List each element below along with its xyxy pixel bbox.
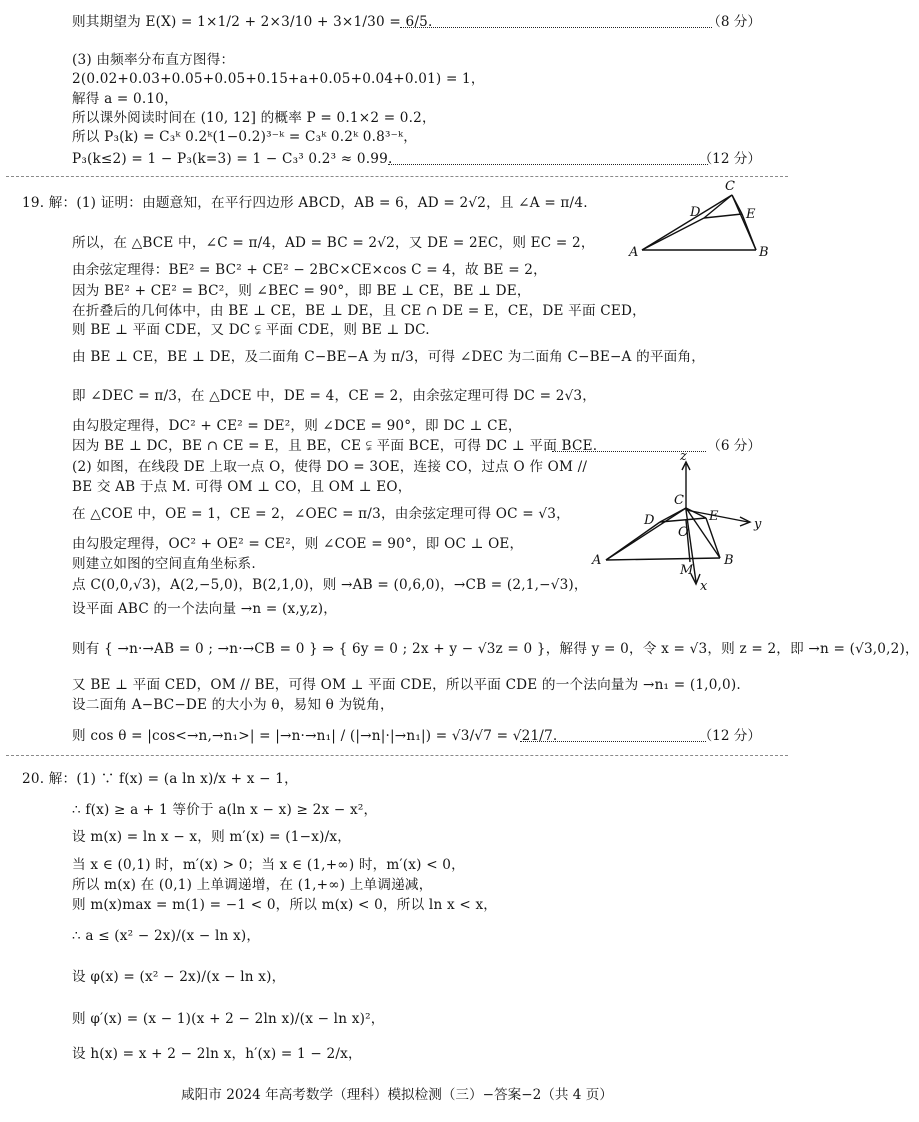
label-B: B — [724, 553, 734, 568]
leader-dots — [388, 164, 708, 165]
q19-line-5: 在折叠后的几何体中，由 BE ⊥ CE，BE ⊥ DE，且 CE ∩ DE = E，CE，DE 平面 CED， — [72, 303, 646, 319]
score-6: （6 分） — [707, 438, 761, 454]
label-A: A — [592, 553, 602, 568]
q20-line-6: 则 m(x)max = m(1) = −1 < 0，所以 m(x) < 0，所以 ln x < x， — [72, 897, 498, 913]
q19-line-2: 所以，在 △BCE 中，∠C = π/4，AD = BC = 2√2，又 DE = 2EC，则 EC = 2， — [72, 235, 595, 251]
edge-DC — [704, 195, 732, 218]
q18-part3-title: (3) 由频率分布直方图得： — [72, 52, 235, 68]
q19-system: 则有 { →n·→AB = 0 ; →n·→CB = 0 } ⇒ { 6y = 0 ; 2x + y − √3z = 0 }，解得 y = 0，令 x = √3，则 z = 2，即 →n = (√3,0,2)， — [72, 641, 919, 657]
label-M: M — [680, 563, 694, 578]
q20-line-3: 设 m(x) = ln x − x，则 m′(x) = (1−x)/x， — [72, 829, 352, 845]
score-12: （12 分） — [698, 728, 761, 744]
figure-coordinate-system — [588, 449, 778, 594]
score-12: （12 分） — [698, 151, 761, 167]
q19-plane-normal: 又 BE ⊥ 平面 CED，OM // BE，可得 OM ⊥ 平面 CDE，所以平面 CDE 的一个法向量为 →n₁ = (1,0,0). — [72, 677, 741, 693]
section-divider — [6, 755, 788, 756]
label-x: x — [700, 579, 708, 594]
label-D: D — [690, 205, 701, 220]
label-y: y — [754, 517, 762, 532]
q18-final: P₃(k≤2) = 1 − P₃(k=3) = 1 − C₃³ 0.2³ ≈ 0.99. — [72, 151, 393, 167]
label-z: z — [680, 449, 687, 464]
q19-part2-line-3: 在 △COE 中，OE = 1，CE = 2，∠OEC = π/3，由余弦定理可得 OC = √3， — [72, 506, 570, 522]
edge-CE — [732, 195, 742, 214]
label-C: C — [725, 179, 735, 194]
q19-part2-line-5: 则建立如图的空间直角坐标系. — [72, 556, 256, 572]
edge-EB — [706, 518, 720, 558]
q19-line-7: 由 BE ⊥ CE，BE ⊥ DE，及二面角 C−BE−A 为 π/3，可得 ∠DEC 为二面角 C−BE−A 的平面角， — [72, 349, 706, 365]
q20-line-7: ∴ a ≤ (x² − 2x)/(x − ln x)， — [72, 928, 261, 944]
q19-line-6: 则 BE ⊥ 平面 CDE，又 DC ⫋ 平面 CDE，则 BE ⊥ DC. — [72, 322, 430, 338]
q20-line-2: ∴ f(x) ≥ a + 1 等价于 a(ln x − x) ≥ 2x − x²， — [72, 802, 378, 818]
leader-dots — [520, 741, 706, 742]
edge-AD — [642, 218, 704, 250]
edge-AC — [642, 195, 732, 250]
q20-line-10: 设 h(x) = x + 2 − 2ln x，h′(x) = 1 − 2/x， — [72, 1046, 362, 1062]
q20-line-5: 所以 m(x) 在 (0,1) 上单调递增，在 (1,+∞) 上单调递减， — [72, 877, 433, 893]
q19-line-3: 由余弦定理得：BE² = BC² + CE² − 2BC×CE×cos C = 4，故 BE = 2， — [72, 262, 547, 278]
leader-dots — [400, 27, 712, 28]
q19-coordinates: 点 C(0,0,√3)，A(2,−5,0)，B(2,1,0)，则 →AB = (0,6,0)，→CB = (2,1,−√3)， — [72, 577, 588, 593]
q18-equation: 2(0.02+0.03+0.05+0.05+0.15+a+0.05+0.04+0.01) = 1， — [72, 71, 485, 87]
label-A: A — [629, 245, 639, 260]
page-footer: 咸阳市 2024 年高考数学（理科）模拟检测（三）−答案−2（共 4 页） — [181, 1087, 613, 1103]
q19-part2-line-4: 由勾股定理得，OC² + OE² = CE²，则 ∠COE = 90°，即 OC ⊥ OE， — [72, 536, 524, 552]
edge-AB — [606, 558, 720, 560]
q20-line-8: 设 φ(x) = (x² − 2x)/(x − ln x)， — [72, 969, 286, 985]
q19-line-4: 因为 BE² + CE² = BC²，则 ∠BEC = 90°，即 BE ⊥ CE，BE ⊥ DE， — [72, 283, 531, 299]
edge-DE — [704, 214, 742, 218]
q19-dihedral: 设二面角 A−BC−DE 的大小为 θ，易知 θ 为锐角， — [72, 697, 394, 713]
q20-line-9: 则 φ′(x) = (x − 1)(x + 2 − 2ln x)/(x − ln x)²， — [72, 1011, 385, 1027]
q19-line-8: 即 ∠DEC = π/3，在 △DCE 中，DE = 4，CE = 2，由余弦定理可得 DC = 2√3， — [72, 388, 597, 404]
label-O: O — [678, 525, 689, 540]
figure-folded-solid — [626, 168, 776, 268]
q18-solve-a: 解得 a = 0.10， — [72, 91, 178, 107]
score-8: （8 分） — [707, 14, 761, 30]
label-E: E — [746, 207, 756, 222]
label-E: E — [709, 509, 719, 524]
q20-line-1: 20. 解：(1) ∵ f(x) = (a ln x)/x + x − 1， — [22, 771, 298, 787]
q19-normal-vector: 设平面 ABC 的一个法向量 →n = (x,y,z)， — [72, 601, 338, 617]
q19-part2-line-2: BE 交 AB 于点 M. 可得 OM ⊥ CO，且 OM ⊥ EO， — [72, 479, 412, 495]
q19-part2-line-1: (2) 如图，在线段 DE 上取一点 O，使得 DO = 3OE，连接 CO，过点 O 作 OM // — [72, 459, 588, 475]
label-D: D — [644, 513, 655, 528]
q18-expectation: 则其期望为 E(X) = 1×1/2 + 2×3/10 + 3×1/30 = 6/5. — [72, 14, 433, 30]
q20-line-4: 当 x ∈ (0,1) 时，m′(x) > 0；当 x ∈ (1,+∞) 时，m′(x) < 0， — [72, 857, 465, 873]
q19-cosine: 则 cos θ = |cos<→n,→n₁>| = |→n·→n₁| / (|→n|·|→n₁|) = √3/√7 = √21/7. — [72, 728, 558, 744]
q19-line-9: 由勾股定理得，DC² + CE² = DE²，则 ∠DCE = 90°，即 DC ⊥ CE， — [72, 418, 522, 434]
q18-binomial: 所以 P₃(k) = C₃ᵏ 0.2ᵏ(1−0.2)³⁻ᵏ = C₃ᵏ 0.2ᵏ 0.8³⁻ᵏ， — [72, 129, 417, 145]
q18-probability: 所以课外阅读时间在 (10, 12] 的概率 P = 0.1×2 = 0.2， — [72, 110, 436, 126]
label-B: B — [759, 245, 769, 260]
q19-line-10: 因为 BE ⊥ DC，BE ∩ CE = E，且 BE，CE ⫋ 平面 BCE，可得 DC ⊥ 平面 BCE. — [72, 438, 598, 454]
label-C: C — [674, 493, 684, 508]
q19-line-1: 19. 解：(1) 证明：由题意知，在平行四边形 ABCD，AB = 6，AD = 2√2，且 ∠A = π/4. — [22, 195, 588, 211]
